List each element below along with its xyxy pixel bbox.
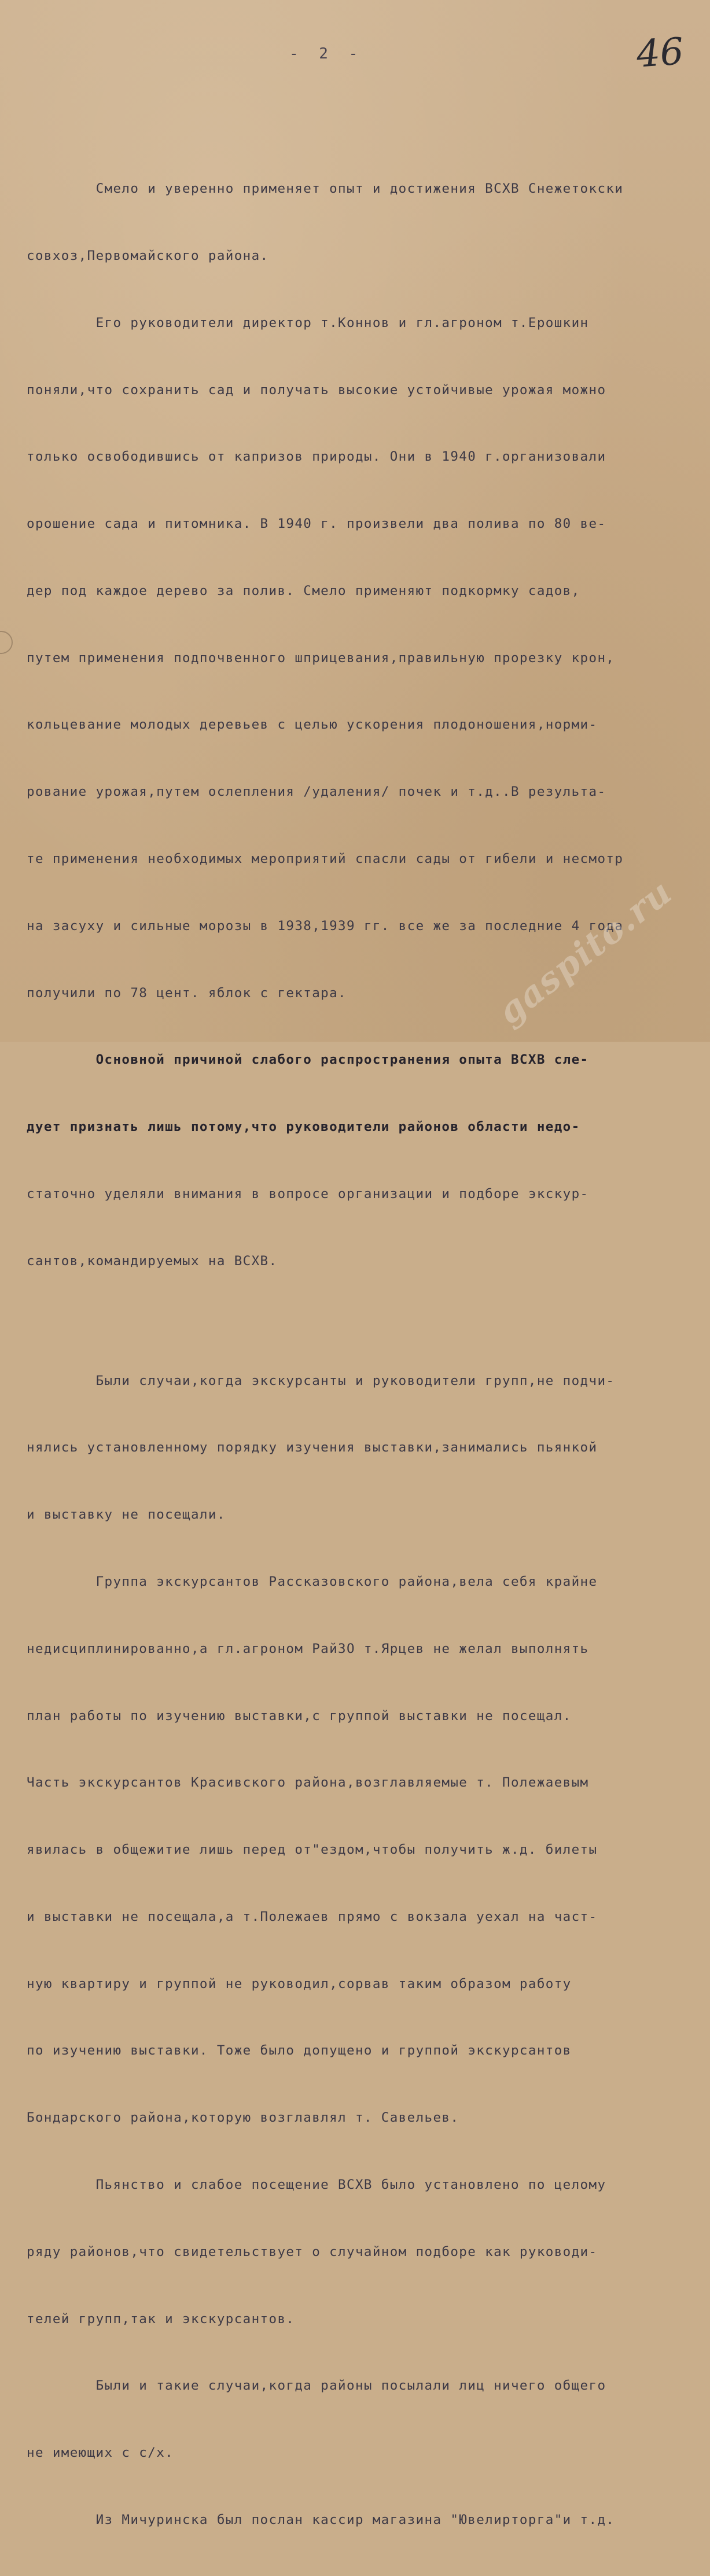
paragraph-gap xyxy=(27,1317,709,1325)
text-line: явилась в общежитие лишь перед от"ездом,чтобы получить ж.д. билеты xyxy=(27,1842,598,1858)
text-line-bold: Основной причиной слабого распространения опыта ВСХВ сле- xyxy=(27,1052,589,1068)
text-line: Пьянство и слабое посещение ВСХВ было установлено по целому xyxy=(27,2177,606,2193)
text-line: дер под каждое дерево за полив. Смело применяют подкормку садов, xyxy=(27,583,580,598)
text-line: сантов,командируемых на ВСХВ. xyxy=(27,1253,278,1269)
text-line: получили по 78 цент. яблок с гектара. xyxy=(27,985,347,1001)
text-line: по изучению выставки. Тоже было допущено и группой экскурсантов xyxy=(27,2043,572,2059)
text-line: статочно уделяли внимания в вопросе организации и подборе экскур- xyxy=(27,1186,589,1201)
text-line: Его руководители директор т.Коннов и гл.агроном т.Ерошкин xyxy=(27,315,589,330)
text-line: Бондарского района,которую возглавлял т. Савельев. xyxy=(27,2110,459,2126)
text-line: ряду районов,что свидетельствует о случайном подборе как руководи- xyxy=(27,2244,598,2259)
text-line: Из Мичуринска был послан кассир магазина "Ювелирторга"и т.д. xyxy=(27,2512,615,2527)
text-line: те применения необходимых мероприятий спасли сады от гибели и несмотр xyxy=(27,851,624,866)
text-line: совхоз,Первомайского района. xyxy=(27,248,269,263)
document-body xyxy=(27,133,709,2576)
text-line: Смело и уверенно применяет опыт и достижения ВСХВ Снежетокски xyxy=(27,181,624,197)
text-line: орошение сада и питомника. В 1940 г. произвели два полива по 80 ве- xyxy=(27,516,606,532)
text-line: поняли,что сохранить сад и получать высокие устойчивые урожая можно xyxy=(27,382,606,398)
handwritten-folio-number: 46 xyxy=(635,30,685,76)
text-line: Были и такие случаи,когда районы посылали лиц ничего общего xyxy=(27,2378,606,2394)
page-number: - 2 - xyxy=(289,45,364,63)
text-line: путем применения подпочвенного шприцевания,правильную прорезку крон, xyxy=(27,650,615,666)
text-line: недисциплинированно,а гл.агроном РайЗО т.Ярцев не желал выполнять xyxy=(27,1641,589,1656)
text-line: Часть экскурсантов Красивского района,возглавляемые т. Полежаевым xyxy=(27,1775,589,1791)
text-line: только освободившись от капризов природы. Они в 1940 г.организовали xyxy=(27,449,606,465)
punch-hole xyxy=(0,631,13,654)
text-line: Были случаи,когда экскурсанты и руководители групп,не подчи- xyxy=(27,1373,615,1388)
text-line: нялись установленному порядку изучения выставки,занимались пьянкой xyxy=(27,1440,598,1456)
text-line: не имеющих с с/х. xyxy=(27,2445,174,2461)
text-line: и выставки не посещала,а т.Полежаев прямо с вокзала уехал на част- xyxy=(27,1909,598,1924)
text-line: кольцевание молодых деревьев с целью ускорения плодоношения,норми- xyxy=(27,717,598,733)
text-line: ную квартиру и группой не руководил,сорвав таким образом работу xyxy=(27,1976,572,1991)
text-line: Группа экскурсантов Рассказовского района,вела себя крайне xyxy=(27,1574,598,1589)
text-line: телей групп,так и экскурсантов. xyxy=(27,2311,295,2327)
text-line-bold: дует признать лишь потому,что руководители районов области недо- xyxy=(27,1119,580,1135)
text-line: на засуху и сильные морозы в 1938,1939 гг. все же за последние 4 года xyxy=(27,918,624,934)
text-line: план работы по изучению выставки,с группой выставки не посещал. xyxy=(27,1708,572,1724)
text-line: и выставку не посещали. xyxy=(27,1507,226,1523)
site-watermark: gaspito.ru xyxy=(490,871,680,1033)
text-line: рование урожая,путем ослепления /удаления/ почек и т.д..В результа- xyxy=(27,784,606,800)
